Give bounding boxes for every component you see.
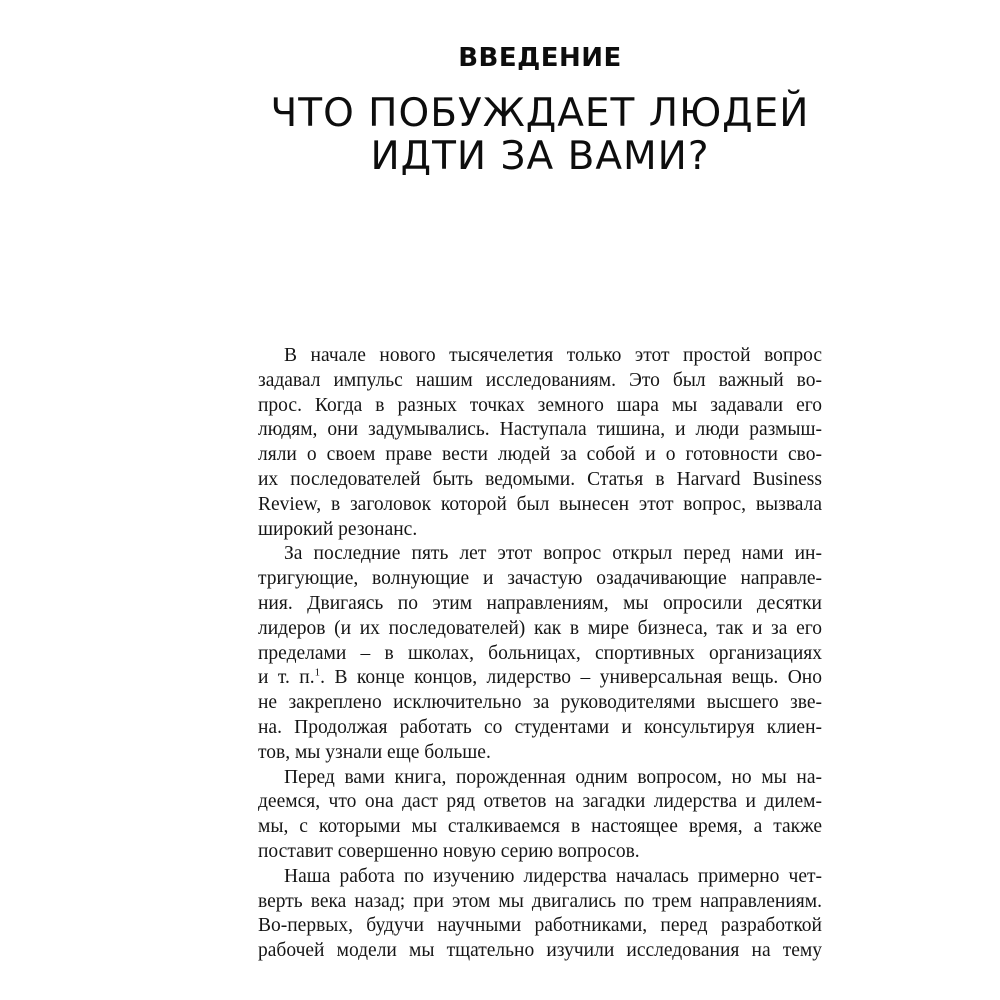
text-line: тригующие, волнующие и зачастую озадачивающие направле- — [258, 568, 822, 590]
chapter-title-line-2: ИДТИ ЗА ВАМИ? — [370, 134, 710, 179]
text-line: За последние пять лет этот вопрос открыл перед нами ин- — [284, 543, 822, 565]
text-line: Во-первых, будучи научными работниками, перед разработкой — [258, 915, 822, 937]
text-fragment: . В конце концов, лидерство – универсальная вещь. Оно — [320, 667, 822, 689]
footnote-reference[interactable]: 1 — [314, 666, 321, 679]
chapter-label: ВВЕДЕНИЕ — [458, 43, 622, 73]
body-text — [258, 344, 822, 964]
text-line: пределами – в школах, больницах, спортивных организациях — [258, 642, 822, 664]
text-line: деемся, что она даст ряд ответов на загадки лидерства и дилем- — [258, 791, 822, 813]
text-line: В начале нового тысячелетия только этот простой вопрос — [284, 345, 822, 366]
text-line: людям, они задумывались. Наступала тишина, и люди размыш- — [258, 419, 822, 441]
paragraph-1 — [258, 344, 822, 542]
text-fragment: и т. п. — [258, 667, 315, 689]
text-line: их последователей быть ведомыми. Статья в Harvard Business — [258, 468, 822, 490]
text-line: верть века назад; при этом мы двигались по трем направлениям. — [258, 890, 822, 912]
text-line: не закреплено исключительно за руководителями высшего зве- — [258, 692, 822, 714]
text-line: на. Продолжая работать со студентами и консультируя клиен- — [258, 716, 822, 738]
text-line: задавал импульс нашим исследованиям. Это был важный во- — [258, 369, 822, 391]
text-line: Review, в заголовок которой был вынесен этот вопрос, вызвала — [258, 493, 822, 515]
text-line: мы, с которыми мы сталкиваемся в настоящее время, а также — [258, 816, 822, 838]
text-line: Наша работа по изучению лидерства началась примерно чет- — [284, 865, 822, 887]
text-line: поставит совершенно новую серию вопросов. — [258, 840, 640, 862]
text-line: Перед вами книга, порожденная одним вопросом, но мы на- — [284, 766, 822, 788]
paragraph-2 — [258, 542, 822, 765]
text-line: ния. Двигаясь по этим направлениям, мы опросили десятки — [258, 592, 822, 614]
paragraph-4 — [258, 865, 822, 964]
text-line: тов, мы узнали еще больше. — [258, 741, 491, 763]
text-line: лидеров (и их последователей) как в мире бизнеса, так и за его — [258, 617, 822, 639]
chapter-title-line-1: ЧТО ПОБУЖДАЕТ ЛЮДЕЙ — [270, 91, 810, 136]
text-line: ляли о своем праве вести людей за собой и о готовности сво- — [258, 444, 822, 466]
paragraph-3 — [258, 766, 822, 865]
text-line: прос. Когда в разных точках земного шара мы задавали его — [258, 394, 822, 416]
text-line: широкий резонанс. — [258, 518, 418, 540]
chapter-title — [258, 92, 822, 178]
text-line: рабочей модели мы тщательно изучили исследования на тему — [258, 940, 822, 962]
text-line-with-footnote — [258, 666, 822, 691]
